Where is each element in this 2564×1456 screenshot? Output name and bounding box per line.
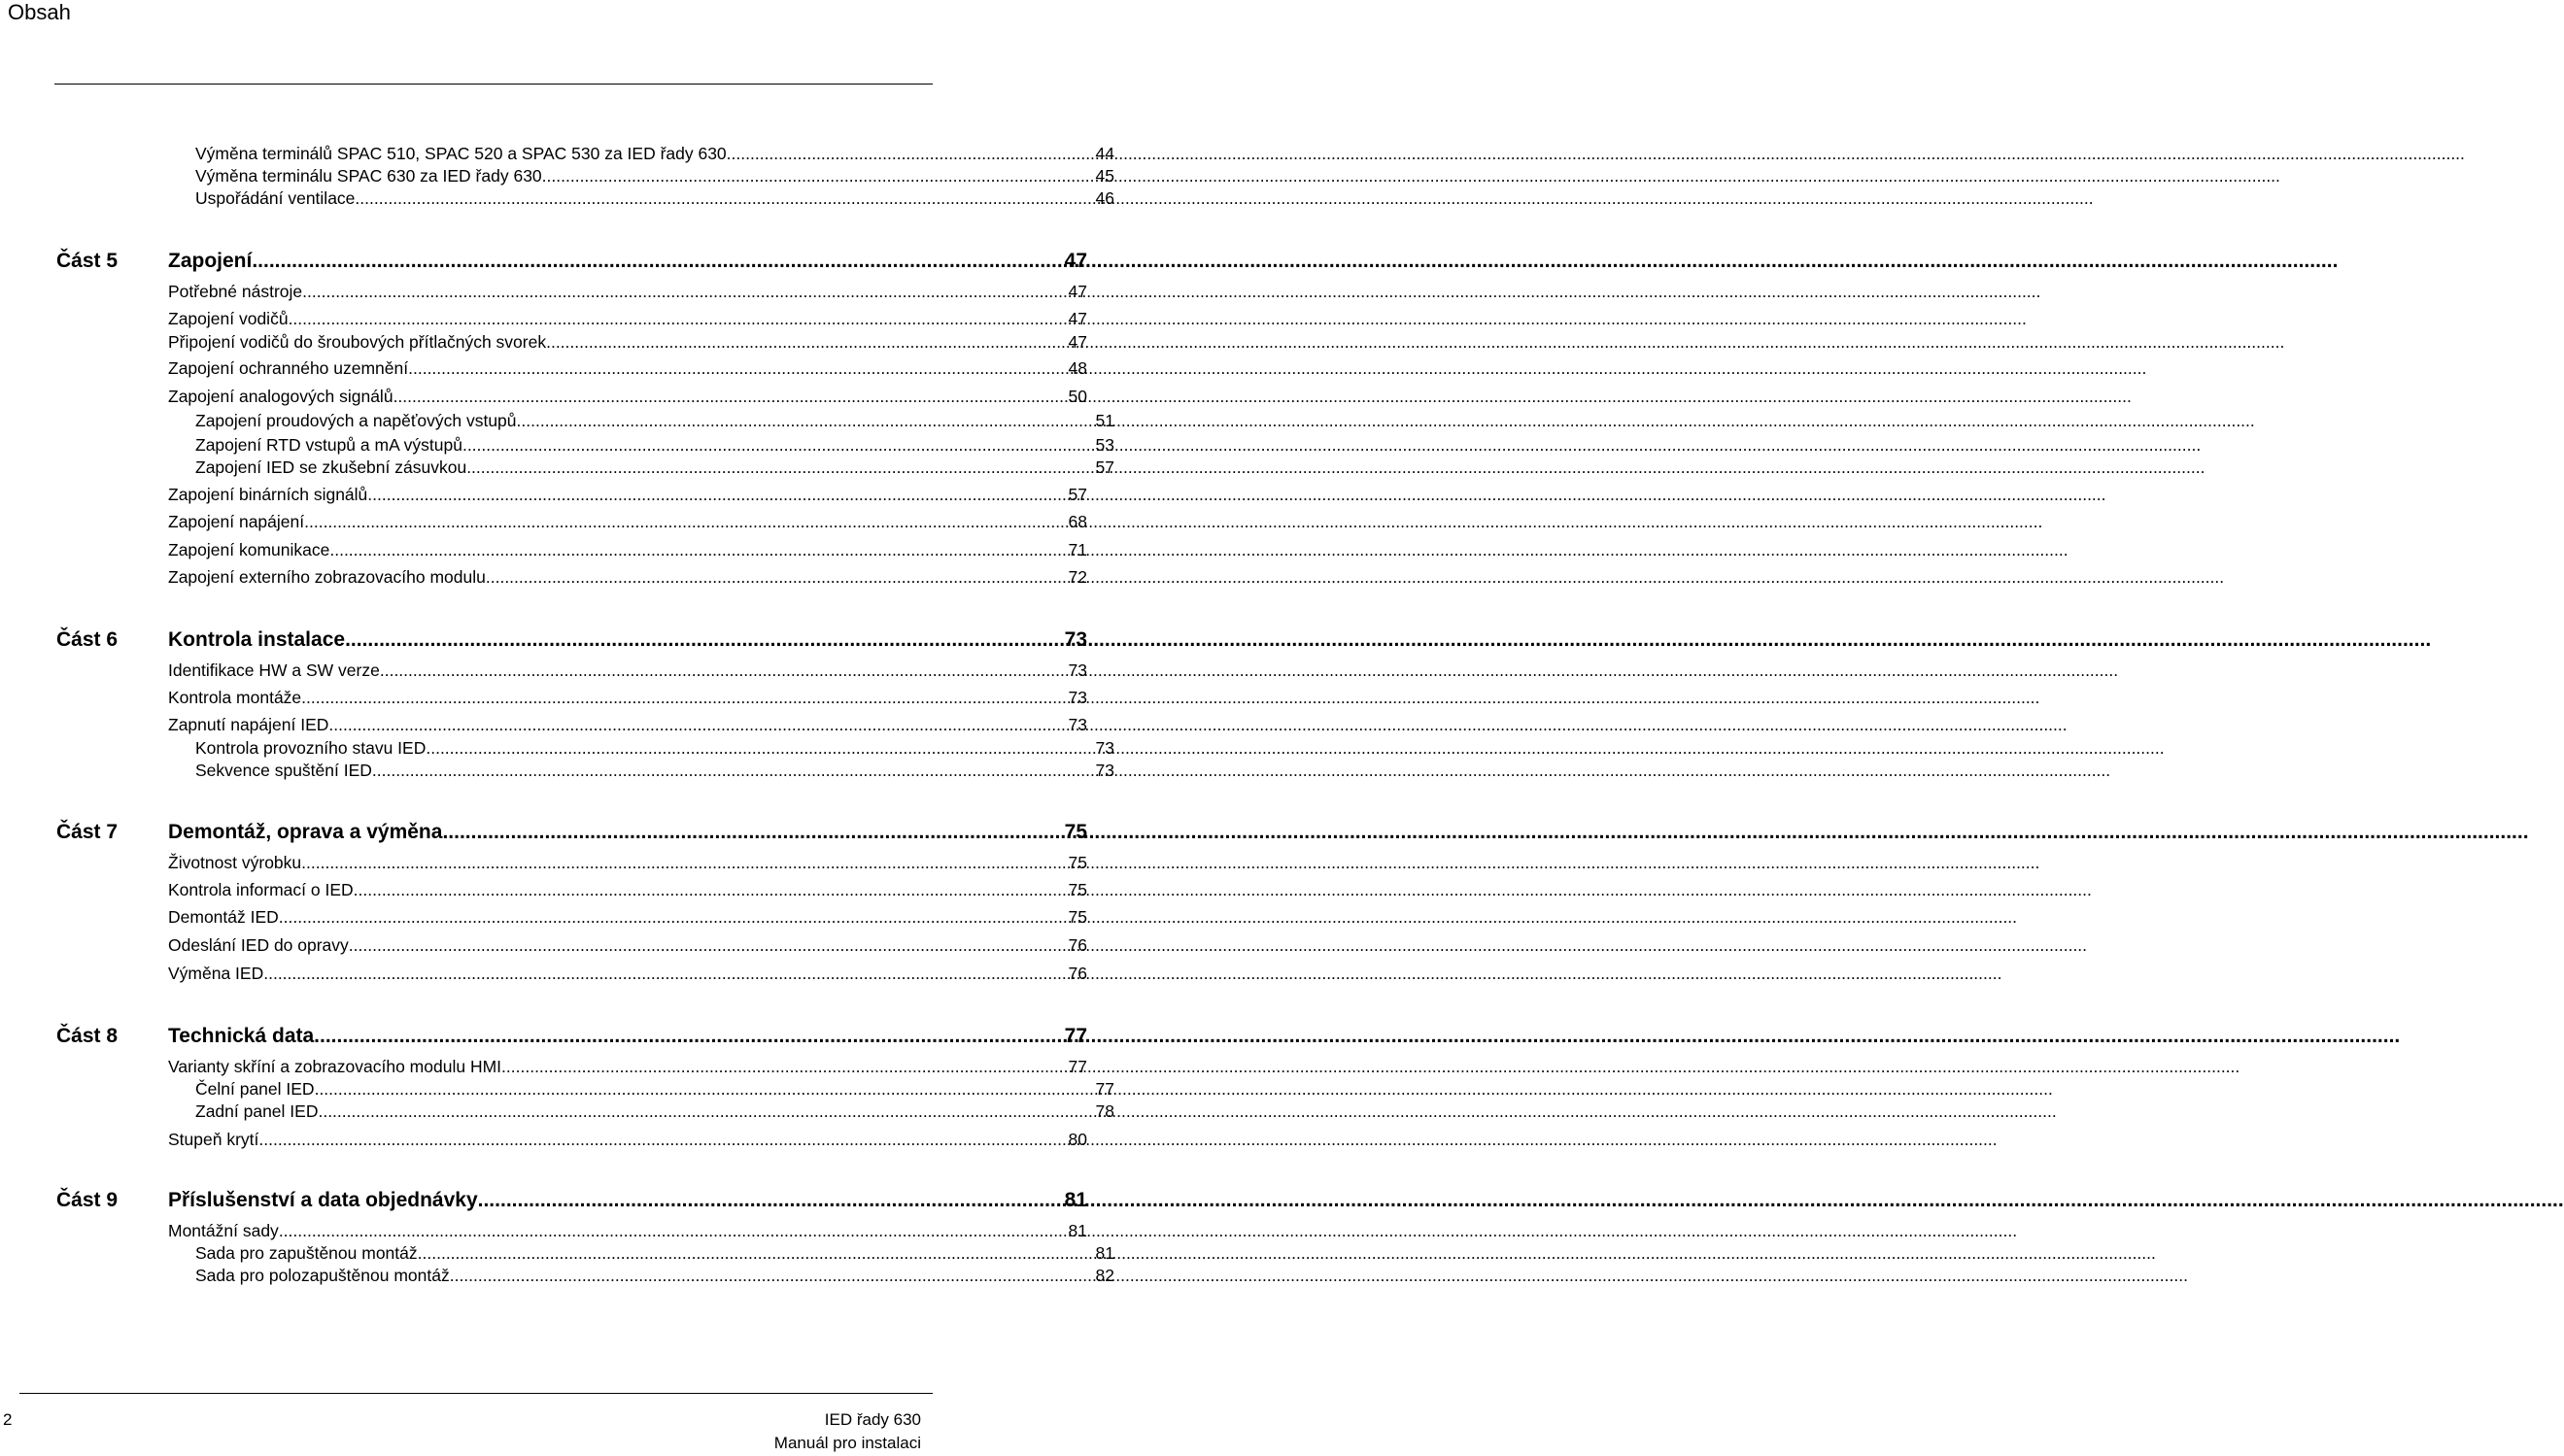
toc-entry-label: Výměna terminálu SPAC 630 za IED řady 630 [195, 166, 542, 186]
toc-page-number: 76 [1068, 964, 1087, 983]
toc-page-number: 73 [1068, 688, 1087, 707]
toc-page-number: 75 [1068, 880, 1087, 899]
toc-page-number: 77 [1095, 1079, 1114, 1099]
toc-entry[interactable] [0, 736, 1114, 760]
toc-entry-label: Zapojení IED se zkušební zásuvkou [195, 457, 467, 477]
toc-page-number: 57 [1095, 457, 1114, 477]
toc-page-number: 73 [1064, 628, 1087, 651]
toc-entry[interactable] [0, 409, 1114, 432]
toc-entry-label: Zapojení komunikace [168, 540, 330, 559]
toc-dot-leader [478, 1187, 1063, 1214]
toc-entry-label: Zapojení napájení [168, 512, 305, 531]
toc-entry[interactable] [0, 713, 1087, 736]
toc-entry-label: Výměna terminálů SPAC 510, SPAC 520 a SPAC 530 za IED řady 630 [195, 144, 727, 163]
toc-entry-label: Zapojení ochranného uzemnění [168, 358, 409, 378]
toc-part-number: Část 7 [56, 821, 119, 843]
toc-entry-label: Montážní sady [168, 1221, 279, 1240]
toc-page-number: 81 [1068, 1221, 1087, 1240]
toc-part-heading[interactable] [0, 1187, 1087, 1214]
toc-entry[interactable] [0, 686, 1087, 709]
toc-dot-leader [263, 962, 1066, 985]
toc-dot-leader [355, 186, 1093, 210]
toc-page-number: 73 [1095, 761, 1114, 780]
toc-dot-leader [329, 538, 1066, 561]
toc-entry[interactable] [0, 538, 1087, 561]
toc-dot-leader [450, 1264, 1094, 1287]
toc-part-number: Část 5 [56, 250, 119, 272]
toc-part-heading[interactable] [0, 1023, 1087, 1050]
toc-entry-label: Kontrola montáže [168, 688, 302, 707]
toc-dot-leader [466, 456, 1093, 479]
toc-page-number: 75 [1064, 821, 1087, 843]
toc-dot-leader [517, 409, 1094, 432]
footer-document-title: IED řady 630 [824, 1410, 921, 1429]
toc-entry-label: Identifikace HW a SW verze [168, 660, 380, 680]
toc-dot-leader [258, 1128, 1066, 1151]
toc-dot-leader [328, 713, 1066, 736]
toc-entry-label: Čelní panel IED [195, 1079, 315, 1099]
toc-entry[interactable] [0, 142, 1114, 165]
toc-page-number: 81 [1095, 1243, 1114, 1263]
toc-entry[interactable] [0, 456, 1114, 479]
toc-page-number: 78 [1095, 1101, 1114, 1121]
toc-dot-leader [289, 307, 1067, 330]
toc-entry[interactable] [0, 186, 1114, 210]
toc-page-number: 81 [1064, 1189, 1087, 1211]
toc-part-number: Část 6 [56, 628, 119, 651]
toc-dot-leader [345, 626, 1063, 654]
toc-entry[interactable] [0, 905, 1087, 929]
toc-page-number: 50 [1068, 387, 1087, 406]
toc-dot-leader [727, 142, 1094, 165]
toc-entry[interactable] [0, 565, 1087, 589]
toc-entry-label: Demontáž, oprava a výměna [168, 821, 443, 843]
toc-entry-label: Příslušenství a data objednávky [168, 1189, 478, 1211]
toc-entry-label: Stupeň krytí [168, 1130, 259, 1149]
page-title: Obsah [8, 0, 71, 24]
toc-entry[interactable] [0, 307, 1087, 330]
toc-page-number: 45 [1095, 166, 1114, 186]
toc-part-heading[interactable] [0, 248, 1087, 275]
footer-document-subtitle: Manuál pro instalaci [773, 1434, 921, 1452]
toc-entry-label: Sada pro polozapuštěnou montáž [195, 1266, 450, 1285]
toc-page-number: 73 [1068, 715, 1087, 734]
toc-entry[interactable] [0, 878, 1087, 901]
toc-dot-leader [304, 510, 1066, 533]
toc-entry[interactable] [0, 510, 1087, 533]
toc-page-number: 53 [1095, 435, 1114, 455]
toc-page-number: 75 [1068, 853, 1087, 872]
toc-entry[interactable] [0, 659, 1087, 682]
toc-entry[interactable] [0, 1264, 1114, 1287]
toc-page-number: 77 [1068, 1057, 1087, 1076]
header-rule [54, 84, 933, 85]
toc-entry-label: Zapojení analogových signálů [168, 387, 393, 406]
toc-dot-leader [372, 759, 1094, 782]
toc-page-number: 47 [1068, 309, 1087, 328]
toc-page-number: 44 [1095, 144, 1114, 163]
toc-page-number: 75 [1068, 907, 1087, 927]
toc-entry-label: Kontrola provozního stavu IED [195, 738, 427, 758]
toc-entry[interactable] [0, 759, 1114, 782]
toc-dot-leader [314, 1023, 1062, 1050]
toc-entry-label: Sada pro zapuštěnou montáž [195, 1243, 418, 1263]
toc-entry[interactable] [0, 385, 1087, 408]
toc-dot-leader [349, 933, 1067, 957]
toc-dot-leader [546, 330, 1066, 354]
toc-entry[interactable] [0, 1241, 1114, 1265]
toc-entry[interactable] [0, 962, 1087, 985]
toc-entry-label: Odeslání IED do opravy [168, 935, 349, 955]
toc-entry[interactable] [0, 280, 1087, 303]
toc-part-heading[interactable] [0, 626, 1087, 654]
toc-entry[interactable] [0, 483, 1087, 506]
toc-entry-label: Životnost výrobku [168, 853, 302, 872]
toc-dot-leader [501, 1055, 1067, 1078]
toc-dot-leader [302, 280, 1066, 303]
toc-part-heading[interactable] [0, 819, 1087, 846]
toc-dot-leader [252, 248, 1062, 275]
toc-dot-leader [301, 686, 1066, 709]
toc-part-number: Část 8 [56, 1025, 119, 1047]
toc-entry-label: Zapojení externího zobrazovacího modulu [168, 567, 486, 587]
toc-entry[interactable] [0, 1100, 1114, 1123]
toc-dot-leader [279, 1219, 1067, 1242]
toc-entry-label: Výměna IED [168, 964, 264, 983]
toc-page-number: 80 [1068, 1130, 1087, 1149]
toc-dot-leader [542, 164, 1094, 187]
toc-entry-label: Technická data [168, 1025, 315, 1047]
toc-entry[interactable] [0, 164, 1114, 187]
toc-page-number: 57 [1068, 485, 1087, 504]
toc-dot-leader [354, 878, 1067, 901]
toc-page-number: 48 [1068, 358, 1087, 378]
toc-entry-label: Demontáž IED [168, 907, 279, 927]
toc-entry-label: Zadní panel IED [195, 1101, 319, 1121]
toc-dot-leader [279, 905, 1067, 929]
toc-entry-label: Sekvence spuštění IED [195, 761, 372, 780]
toc-page-number: 73 [1095, 738, 1114, 758]
toc-dot-leader [408, 356, 1066, 380]
toc-entry-label: Kontrola informací o IED [168, 880, 354, 899]
toc-page-number: 71 [1068, 540, 1087, 559]
toc-entry[interactable] [0, 330, 1087, 354]
toc-entry-label: Potřebné nástroje [168, 282, 303, 301]
toc-page-number: 77 [1064, 1025, 1087, 1047]
toc-entry[interactable] [0, 356, 1087, 380]
toc-page-number: 46 [1095, 188, 1114, 208]
toc-dot-leader [442, 819, 1062, 846]
toc-entry-label: Kontrola instalace [168, 628, 346, 651]
toc-entry-label: Zapojení [168, 250, 253, 272]
toc-page-number: 47 [1068, 332, 1087, 352]
toc-dot-leader [380, 659, 1067, 682]
toc-entry[interactable] [0, 933, 1087, 957]
toc-entry[interactable] [0, 1077, 1114, 1100]
toc-dot-leader [393, 385, 1067, 408]
toc-entry-label: Zapnutí napájení IED [168, 715, 329, 734]
toc-entry-label: Uspořádání ventilace [195, 188, 356, 208]
toc-entry-label: Zapojení RTD vstupů a mA výstupů [195, 435, 462, 455]
toc-dot-leader [426, 736, 1093, 760]
toc-entry[interactable] [0, 433, 1114, 457]
toc-page-number: 47 [1064, 250, 1087, 272]
toc-dot-leader [301, 851, 1066, 874]
toc-entry-label: Varianty skříní a zobrazovacího modulu HMI [168, 1057, 502, 1076]
toc-dot-leader [367, 483, 1066, 506]
toc-entry-label: Zapojení binárních signálů [168, 485, 368, 504]
toc-page-number: 51 [1095, 411, 1114, 430]
toc-page-number: 68 [1068, 512, 1087, 531]
toc-dot-leader [315, 1077, 1094, 1100]
toc-page-number: 73 [1068, 660, 1087, 680]
toc-page-number: 72 [1068, 567, 1087, 587]
toc-dot-leader [486, 565, 1067, 589]
toc-page-number: 82 [1095, 1266, 1114, 1285]
toc-entry[interactable] [0, 1128, 1087, 1151]
toc-entry[interactable] [0, 1055, 1087, 1078]
toc-entry-label: Zapojení proudových a napěťových vstupů [195, 411, 517, 430]
toc-entry[interactable] [0, 851, 1087, 874]
footer-rule [19, 1393, 933, 1394]
toc-part-number: Část 9 [56, 1189, 119, 1211]
toc-entry-label: Připojení vodičů do šroubových přítlačných svorek [168, 332, 547, 352]
toc-page-number: 76 [1068, 935, 1087, 955]
footer-page-number: 2 [3, 1410, 13, 1429]
toc-dot-leader [462, 433, 1094, 457]
toc-entry-label: Zapojení vodičů [168, 309, 289, 328]
toc-dot-leader [418, 1241, 1094, 1265]
toc-dot-leader [318, 1100, 1093, 1123]
toc-page-number: 47 [1068, 282, 1087, 301]
toc-entry[interactable] [0, 1219, 1087, 1242]
